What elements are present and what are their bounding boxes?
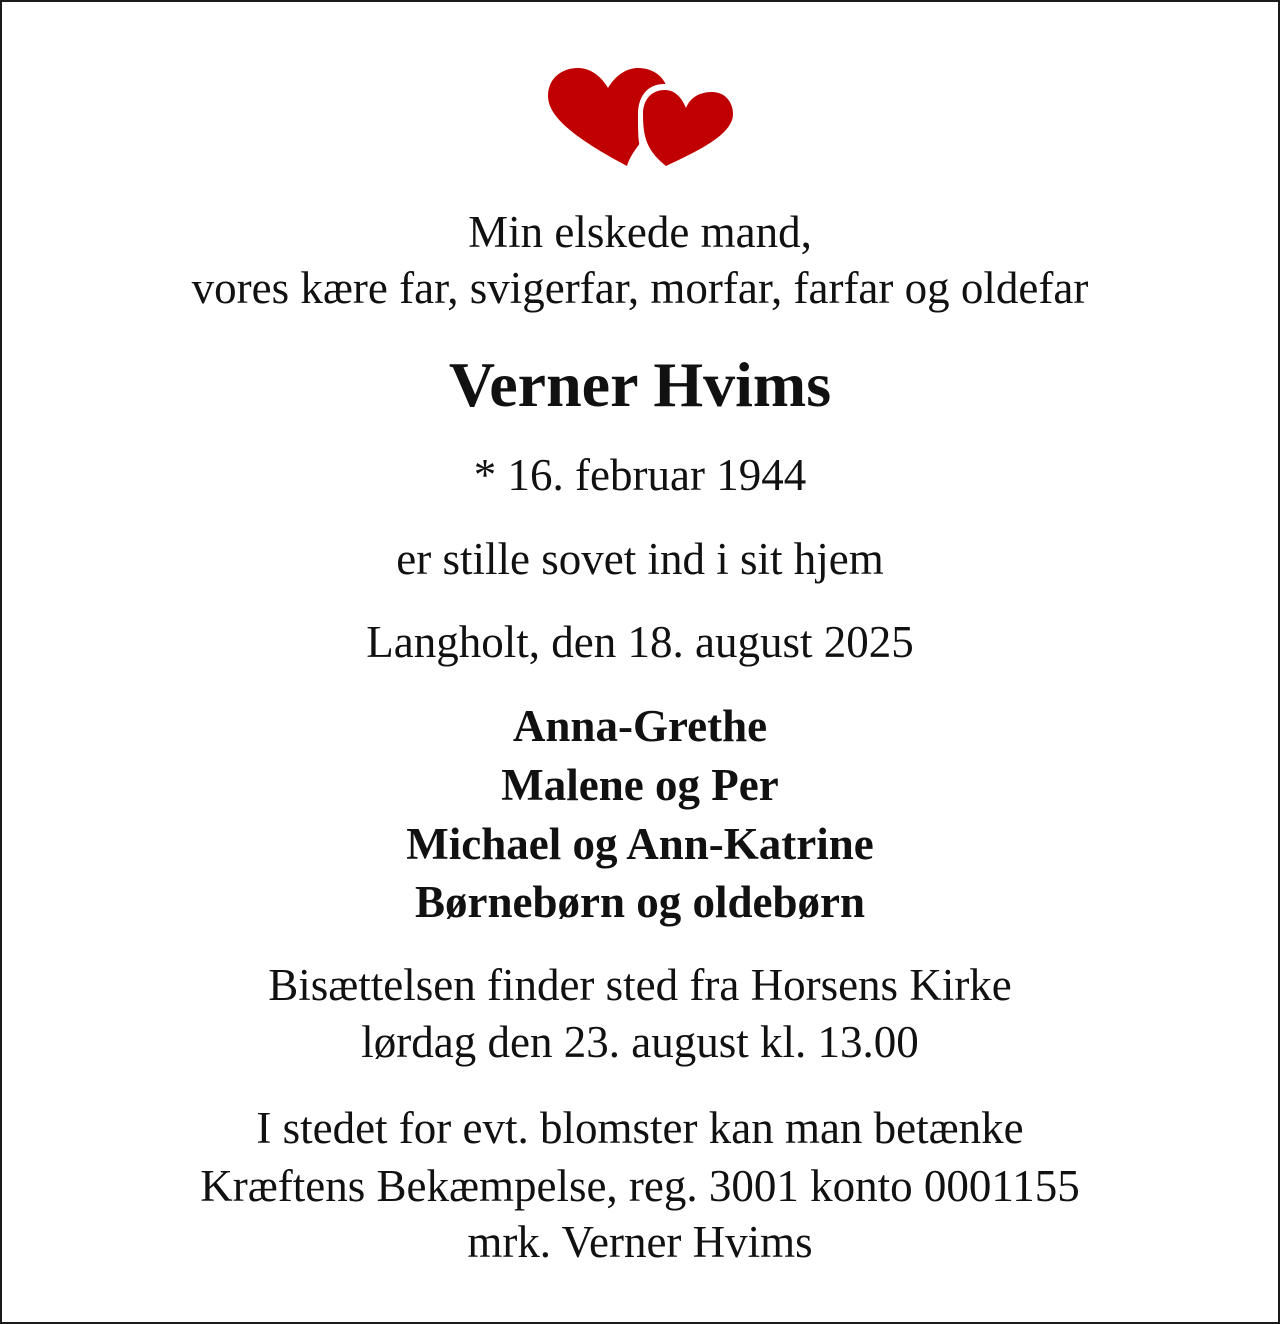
funeral-line-2: lørdag den 23. august kl. 13.00 [361, 1017, 919, 1067]
deceased-name: Verner Hvims [448, 349, 832, 420]
family-line-1: Anna-Grethe [512, 701, 768, 751]
family-line-3: Michael og Ann-Katrine [406, 819, 874, 869]
two-hearts-icon [542, 64, 742, 174]
donation-line-3: mrk. Verner Hvims [467, 1217, 813, 1267]
family-line-4: Børnebørn og oldebørn [414, 877, 866, 927]
place-date: Langholt, den 18. august 2025 [366, 617, 914, 667]
funeral-line-1: Bisættelsen finder sted fra Horsens Kirke [268, 960, 1012, 1010]
intro-line-1: Min elskede mand, [468, 207, 812, 257]
donation-line-2: Kræftens Bekæmpelse, reg. 3001 konto 0001155 [200, 1161, 1080, 1211]
birth-date: * 16. februar 1944 [473, 450, 807, 500]
donation-line-1: I stedet for evt. blomster kan man betænke [256, 1103, 1024, 1153]
intro-line-2: vores kære far, svigerfar, morfar, farfar og oldefar [191, 263, 1089, 313]
family-line-2: Malene og Per [501, 760, 779, 810]
passing-text: er stille sovet ind i sit hjem [396, 534, 884, 584]
